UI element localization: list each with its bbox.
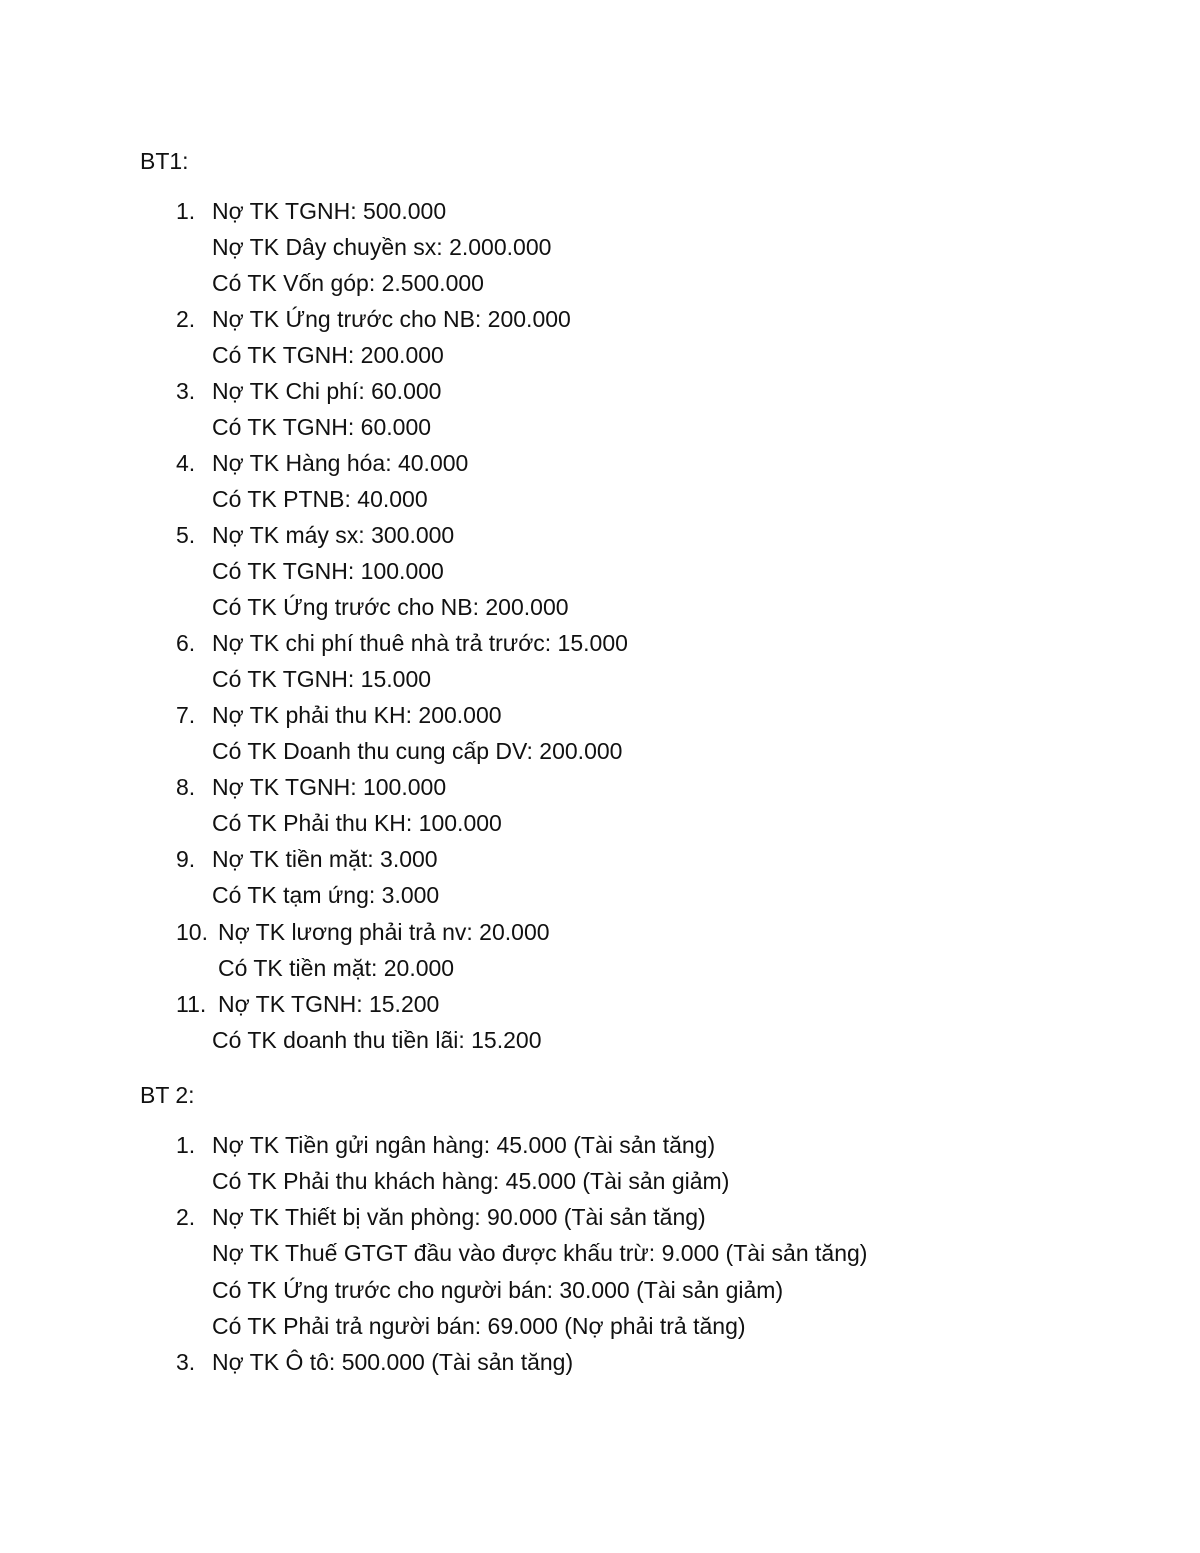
item-number: 5. [176, 522, 196, 548]
entry-line: Có TK Doanh thu cung cấp DV: 200.000 [212, 738, 623, 764]
item-number: 7. [176, 702, 196, 728]
entry-line: Có TK Ứng trước cho NB: 200.000 [212, 594, 569, 620]
entry-line: Nợ TK Chi phí: 60.000 [212, 378, 442, 404]
item-number: 10. [176, 919, 208, 945]
entry-line: Có TK doanh thu tiền lãi: 15.200 [212, 1027, 542, 1053]
entry-line: Nợ TK Dây chuyền sx: 2.000.000 [212, 234, 552, 260]
entry-line: Có TK tạm ứng: 3.000 [212, 882, 440, 908]
entry-line: Có TK TGNH: 60.000 [212, 414, 432, 440]
item-number: 2. [176, 1204, 196, 1230]
entry-line: Nợ TK máy sx: 300.000 [212, 522, 455, 548]
entry-line: Nợ TK Thiết bị văn phòng: 90.000 (Tài sản tăng) [212, 1204, 706, 1230]
entry-line: Có TK TGNH: 200.000 [212, 342, 444, 368]
entry-line: Nợ TK TGNH: 500.000 [212, 198, 447, 224]
entry-line: Nợ TK Thuế GTGT đầu vào được khấu trừ: 9.000 (Tài sản tăng) [212, 1240, 868, 1266]
entry-line: Nợ TK chi phí thuê nhà trả trước: 15.000 [212, 630, 628, 656]
item-number: 6. [176, 630, 196, 656]
entry-line: Có TK Ứng trước cho người bán: 30.000 (Tài sản giảm) [212, 1277, 784, 1303]
section-heading-bt1: BT1: [140, 148, 189, 174]
item-number: 11. [176, 991, 207, 1017]
entry-line: Nợ TK Ứng trước cho NB: 200.000 [212, 306, 571, 332]
entry-line: Nợ TK Hàng hóa: 40.000 [212, 450, 469, 476]
item-number: 3. [176, 1349, 196, 1375]
entry-line: Nợ TK TGNH: 15.200 [218, 991, 440, 1017]
entry-line: Nợ TK TGNH: 100.000 [212, 774, 447, 800]
entry-line: Nợ TK phải thu KH: 200.000 [212, 702, 502, 728]
entry-line: Có TK Phải thu KH: 100.000 [212, 810, 502, 836]
item-number: 1. [176, 1132, 196, 1158]
item-number: 2. [176, 306, 196, 332]
entry-line: Nợ TK Tiền gửi ngân hàng: 45.000 (Tài sản tăng) [212, 1132, 716, 1158]
item-number: 3. [176, 378, 196, 404]
item-number: 8. [176, 774, 196, 800]
entry-line: Có TK Phải thu khách hàng: 45.000 (Tài sản giảm) [212, 1168, 730, 1194]
entry-line: Có TK TGNH: 15.000 [212, 666, 432, 692]
entry-line: Nợ TK Ô tô: 500.000 (Tài sản tăng) [212, 1349, 574, 1375]
entry-line: Có TK tiền mặt: 20.000 [218, 955, 455, 981]
entry-line: Có TK PTNB: 40.000 [212, 486, 428, 512]
entry-line: Nợ TK tiền mặt: 3.000 [212, 846, 438, 872]
section-heading-bt2: BT 2: [140, 1082, 195, 1108]
entry-line: Có TK Vốn góp: 2.500.000 [212, 270, 484, 296]
item-number: 1. [176, 198, 196, 224]
item-number: 9. [176, 846, 196, 872]
entry-line: Có TK Phải trả người bán: 69.000 (Nợ phải trả tăng) [212, 1313, 746, 1339]
entry-line: Có TK TGNH: 100.000 [212, 558, 444, 584]
item-number: 4. [176, 450, 196, 476]
entry-line: Nợ TK lương phải trả nv: 20.000 [218, 919, 550, 945]
